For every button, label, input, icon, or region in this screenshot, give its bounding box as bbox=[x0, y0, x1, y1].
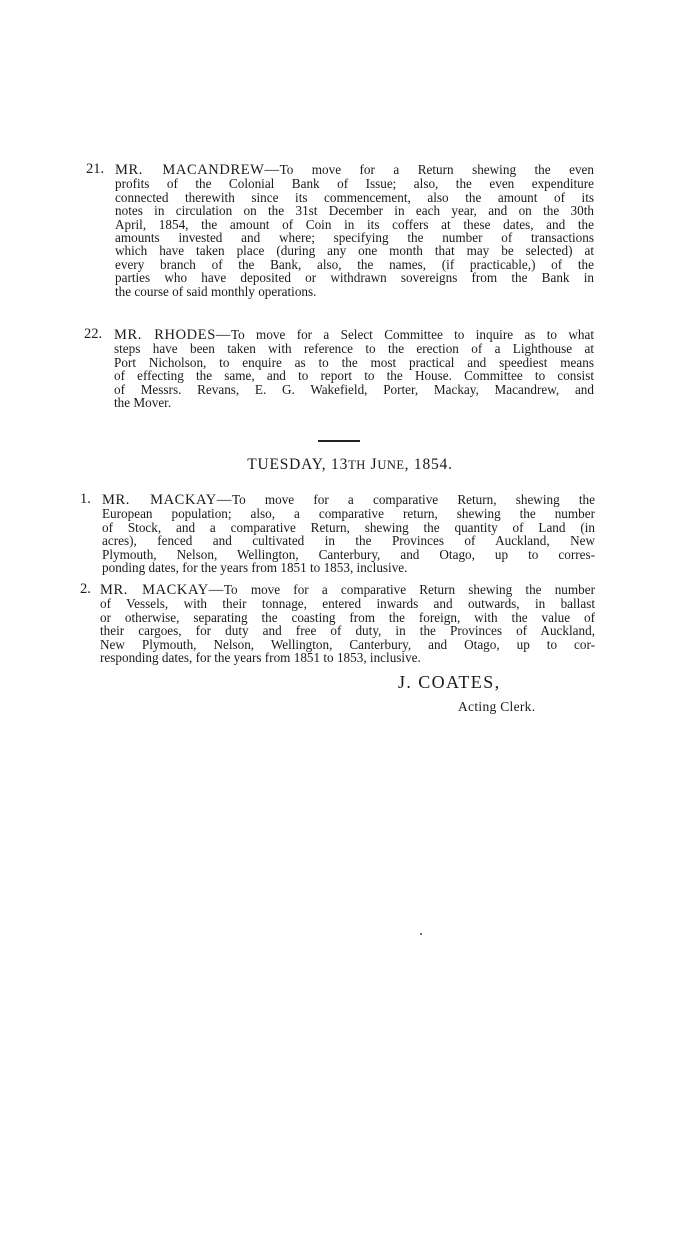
item-text-line: European population; also, a comparative return, shewing the number bbox=[102, 506, 595, 522]
item-text-line: To move for a comparative Return shewing the number bbox=[223, 582, 595, 597]
section-divider bbox=[318, 440, 360, 442]
item-text-line: of Vessels, with their tonnage, entered inwards and outwards, in ballast bbox=[100, 596, 595, 612]
item-number: 22. bbox=[84, 326, 103, 342]
item-text-line: acres), fenced and cultivated in the Provinces of Auckland, New bbox=[102, 533, 595, 549]
item-text-line: every branch of the Bank, also, the names, (if practicable,) of the bbox=[115, 256, 594, 272]
item-text-line: notes in circulation on the 31st December in each year, and on the 30th bbox=[115, 203, 594, 219]
paper-speck bbox=[420, 933, 422, 935]
heading-year: , 1854. bbox=[404, 456, 453, 473]
item-text-line: amounts invested and where; specifying the number of transactions bbox=[115, 230, 594, 246]
signature-title: Acting Clerk. bbox=[458, 699, 536, 714]
item-mover: MR. MACKAY— bbox=[100, 582, 224, 598]
order-item-21 bbox=[86, 163, 594, 298]
order-item-2 bbox=[80, 583, 595, 664]
heading-month: UNE bbox=[377, 458, 405, 472]
item-mover: MR. MACKAY— bbox=[102, 492, 232, 508]
item-text-line: or otherwise, separating the coasting from the foreign, with the value of bbox=[100, 609, 595, 625]
item-text-line: To move for a Return shewing the even bbox=[279, 162, 594, 177]
item-text-line: To move for a comparative Return, shewing the bbox=[231, 492, 595, 507]
item-text-line: their cargoes, for duty and free of duty, in the Provinces of Auckland, bbox=[100, 623, 595, 639]
item-text-line: which have taken place (during any one month that may be selected) at bbox=[115, 243, 594, 259]
item-text-line: the course of said monthly operations. bbox=[115, 283, 317, 299]
item-text-line: the Mover. bbox=[114, 395, 172, 411]
item-text-line: profits of the Colonial Bank of Issue; also, the even expenditure bbox=[115, 176, 594, 192]
signature-name: J. COATES, bbox=[398, 672, 501, 692]
item-text-line: of Stock, and a comparative Return, shewing the quantity of Land (in bbox=[102, 519, 595, 535]
item-text-line: responding dates, for the years from 1851 to 1853, inclusive. bbox=[100, 650, 421, 666]
item-mover: MR. MACANDREW— bbox=[115, 162, 280, 178]
item-text-line: Port Nicholson, to enquire as to the most practical and speediest means bbox=[114, 354, 594, 370]
item-text-line: Plymouth, Nelson, Wellington, Canterbury, and Otago, up to corres- bbox=[102, 546, 595, 562]
item-text-line: steps have been taken with reference to the erection of a Lighthouse at bbox=[114, 341, 594, 357]
item-text-line: To move for a Select Committee to inquire as to what bbox=[230, 327, 595, 342]
heading-ordinal: TH bbox=[348, 458, 366, 472]
item-text-line: ponding dates, for the years from 1851 to 1853, inclusive. bbox=[102, 560, 408, 576]
order-item-22 bbox=[84, 328, 594, 409]
item-number: 1. bbox=[80, 491, 91, 507]
order-item-1 bbox=[80, 493, 595, 574]
item-text-line: of effecting the same, and to report to the House. Committee to consist bbox=[114, 368, 594, 384]
item-mover: MR. RHODES— bbox=[114, 327, 231, 343]
item-text-line: connected therewith since its commencement, also the amount of its bbox=[115, 189, 594, 205]
item-text-line: New Plymouth, Nelson, Wellington, Canterbury, and Otago, up to cor- bbox=[100, 636, 595, 652]
heading-day: TUESDAY, 13 bbox=[247, 456, 349, 473]
item-text-line: April, 1854, the amount of Coin in its coffers at these dates, and the bbox=[115, 216, 594, 232]
item-text-line: of Messrs. Revans, E. G. Wakefield, Porter, Mackay, Macandrew, and bbox=[114, 381, 594, 397]
item-text-line: parties who have deposited or withdrawn sovereigns from the Bank in bbox=[115, 270, 594, 286]
item-number: 21. bbox=[86, 161, 105, 177]
sitting-date-heading: TUESDAY, 13TH JUNE, 1854. bbox=[247, 456, 453, 473]
item-number: 2. bbox=[80, 581, 91, 597]
